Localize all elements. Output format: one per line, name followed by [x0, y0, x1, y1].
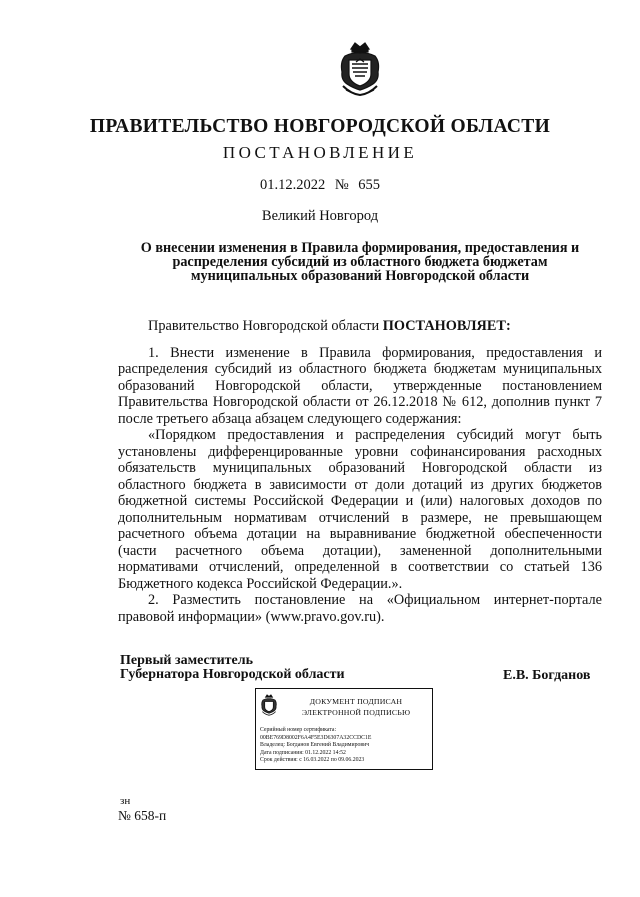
document-body	[118, 318, 602, 625]
body-line: обязательств муниципальных образований Новгородской области из	[118, 460, 602, 476]
document-number: 655	[358, 177, 381, 193]
coat-of-arms-icon	[337, 40, 383, 98]
body-line: 1. Внести изменение в Правила формирования, предоставления и	[148, 344, 602, 361]
heading-line: распределения субсидий из областного бюджета бюджетам	[172, 254, 548, 270]
body-line: областного бюджета в зависимости от доли дотаций из других бюджетов	[118, 476, 602, 493]
stamp-details	[260, 727, 430, 765]
document-type: ПОСТАНОВЛЕНИЕ	[222, 143, 418, 162]
body-line: образований Новгородской области, утвержденные постановлением	[118, 377, 602, 394]
signer-position-line: Первый заместитель	[120, 653, 253, 668]
footer-number: № 658-п	[118, 808, 167, 823]
document-date: 01.12.2022	[259, 177, 326, 193]
stamp-title-line: ЭЛЕКТРОННОЙ ПОДПИСЬЮ	[301, 708, 411, 717]
footer-code: зн	[120, 795, 131, 807]
city: Великий Новгород	[261, 208, 379, 224]
body-line: (части расчетного объема дотации), замененной дополнительными	[118, 542, 602, 559]
body-line: «Порядком предоставления и распределения субсидий могут быть	[148, 427, 602, 443]
date-number-line	[0, 177, 640, 194]
body-line: расчетного объема дотации на выравнивание бюджетной обеспеченности	[118, 526, 602, 542]
body-line: после третьего абзаца абзацем следующего содержания:	[118, 410, 462, 427]
stamp-serial: 00BE769D8002F6A4F5E3D6307A32CCDC1E	[260, 734, 372, 741]
signer-position-line: Губернатора Новгородской области	[120, 667, 345, 682]
body-line: бюджетной системы Российской Федерации и (или) налоговых доходов по	[118, 493, 602, 509]
government-title: ПРАВИТЕЛЬСТВО НОВГОРОДСКОЙ ОБЛАСТИ	[89, 116, 551, 137]
preamble	[118, 318, 602, 335]
stamp-owner: Владелец: Богданов Евгений Владимирович	[260, 742, 370, 749]
heading-line: О внесении изменения в Правила формирования, предоставления и	[140, 240, 580, 256]
body-line: 2. Разместить постановление на «Официальном интернет-портале	[148, 592, 602, 608]
body-line: Бюджетного кодекса Российской Федерации.».	[118, 575, 403, 592]
body-line: дополнительным нормативам отчислений в размере, не превышающем	[118, 509, 602, 526]
signer-name: Е.В. Богданов	[503, 668, 591, 683]
number-sign: №	[334, 177, 349, 193]
body-line: установлены дифференцированные уровни софинансирования расходных	[118, 443, 602, 460]
stamp-validity: Срок действия: с 16.03.2022 по 09.06.2023	[260, 757, 365, 764]
body-line: Правительства Новгородской области от 26.12.2018 № 612, дополнив пункт 7	[118, 394, 602, 410]
stamp-coat-of-arms-icon	[260, 693, 278, 717]
stamp-title-line: ДОКУМЕНТ ПОДПИСАН	[309, 697, 403, 706]
body-line: нормативами отчислений, определенной в соответствии со статьей 136	[118, 559, 602, 575]
signer-position	[120, 654, 345, 682]
document-heading	[110, 241, 610, 283]
body-line: правовой информации» (www.pravo.gov.ru).	[118, 608, 385, 625]
stamp-serial-label: Серийный номер сертификата:	[260, 727, 337, 733]
body-line: распределения субсидий из областного бюджета бюджетам муниципальных	[118, 361, 602, 377]
heading-line: муниципальных образований Новгородской области	[190, 268, 530, 284]
preamble-text: Правительство Новгородской области	[148, 318, 383, 334]
stamp-signed-date: Дата подписания: 01.12.2022 14:52	[260, 749, 346, 756]
electronic-signature-stamp	[255, 688, 433, 770]
stamp-title	[282, 696, 430, 718]
resolves-keyword: ПОСТАНОВЛЯЕТ:	[382, 318, 511, 334]
